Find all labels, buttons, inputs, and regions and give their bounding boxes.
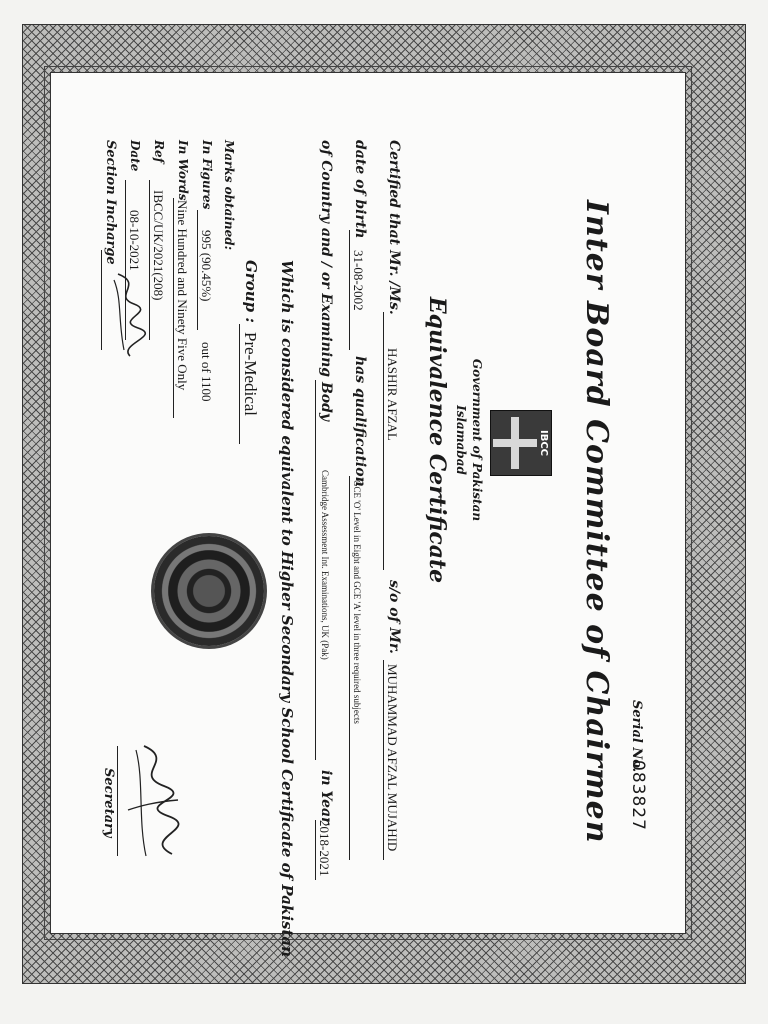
serial-number: 083827 — [628, 760, 648, 831]
serial-label: Serial No. — [629, 700, 644, 773]
parent-name: MUHAMMAD AFZAL MUJAHID — [385, 664, 400, 852]
official-seal — [154, 536, 264, 646]
examining-body: Cambridge Assessment Int. Examinations, UK (Pak) — [320, 470, 330, 660]
qualification-value: GCE 'O' Level in Eight and GCE 'A' level in three required subjects — [352, 480, 362, 724]
dob-label: date of birth — [352, 140, 368, 239]
certified-label: Certified that Mr. /Ms. — [386, 140, 402, 315]
qualification-label: has qualification — [352, 356, 368, 487]
figures-label: In Figures — [200, 140, 214, 210]
issue-date: 08-10-2021 — [127, 210, 142, 271]
date-of-birth: 31-08-2002 — [351, 250, 366, 311]
certificate-subtitle: Equivalence Certificate — [424, 296, 450, 584]
marks-figures: 995 (90.45%) — [199, 230, 214, 302]
government-label: Government of Pakistan — [470, 358, 484, 522]
group-label: Group : — [242, 260, 260, 323]
issuer-title: Inter Board Committee of Chairmen — [579, 200, 614, 844]
ibcc-logo — [490, 410, 552, 476]
year-label: in Year — [318, 770, 334, 825]
logo-text: IBCC — [538, 429, 549, 457]
city-label: Islamabad — [454, 405, 468, 475]
parent-label: s/o of Mr. — [386, 580, 402, 654]
country-label: of Country and / or Examining Body — [318, 140, 334, 422]
candidate-name: HASHIR AFZAL — [385, 348, 400, 441]
marks-out-of: out of 1100 — [199, 342, 214, 402]
reference-number: IBCC/UK/2021(208) — [151, 190, 166, 301]
group-value: Pre-Medical — [241, 332, 260, 417]
marks-heading: Marks obtained: — [222, 140, 236, 251]
section-incharge-signature — [108, 270, 148, 360]
equivalence-statement: Which is considered equivalent to Higher Secondary School Certificate of Pakistan — [278, 260, 296, 958]
date-label: Date — [128, 140, 142, 172]
marks-words: Nine Hundred and Ninety Five Only — [175, 200, 190, 391]
section-incharge-label: Section Incharge — [103, 140, 118, 265]
exam-year: 2018-2021 — [317, 820, 332, 877]
words-label: In Words — [176, 140, 190, 201]
secretary-label: Secretary — [101, 768, 116, 838]
ref-label: Ref — [152, 140, 166, 163]
certificate-body — [84, 80, 684, 958]
secretary-signature — [124, 740, 184, 860]
